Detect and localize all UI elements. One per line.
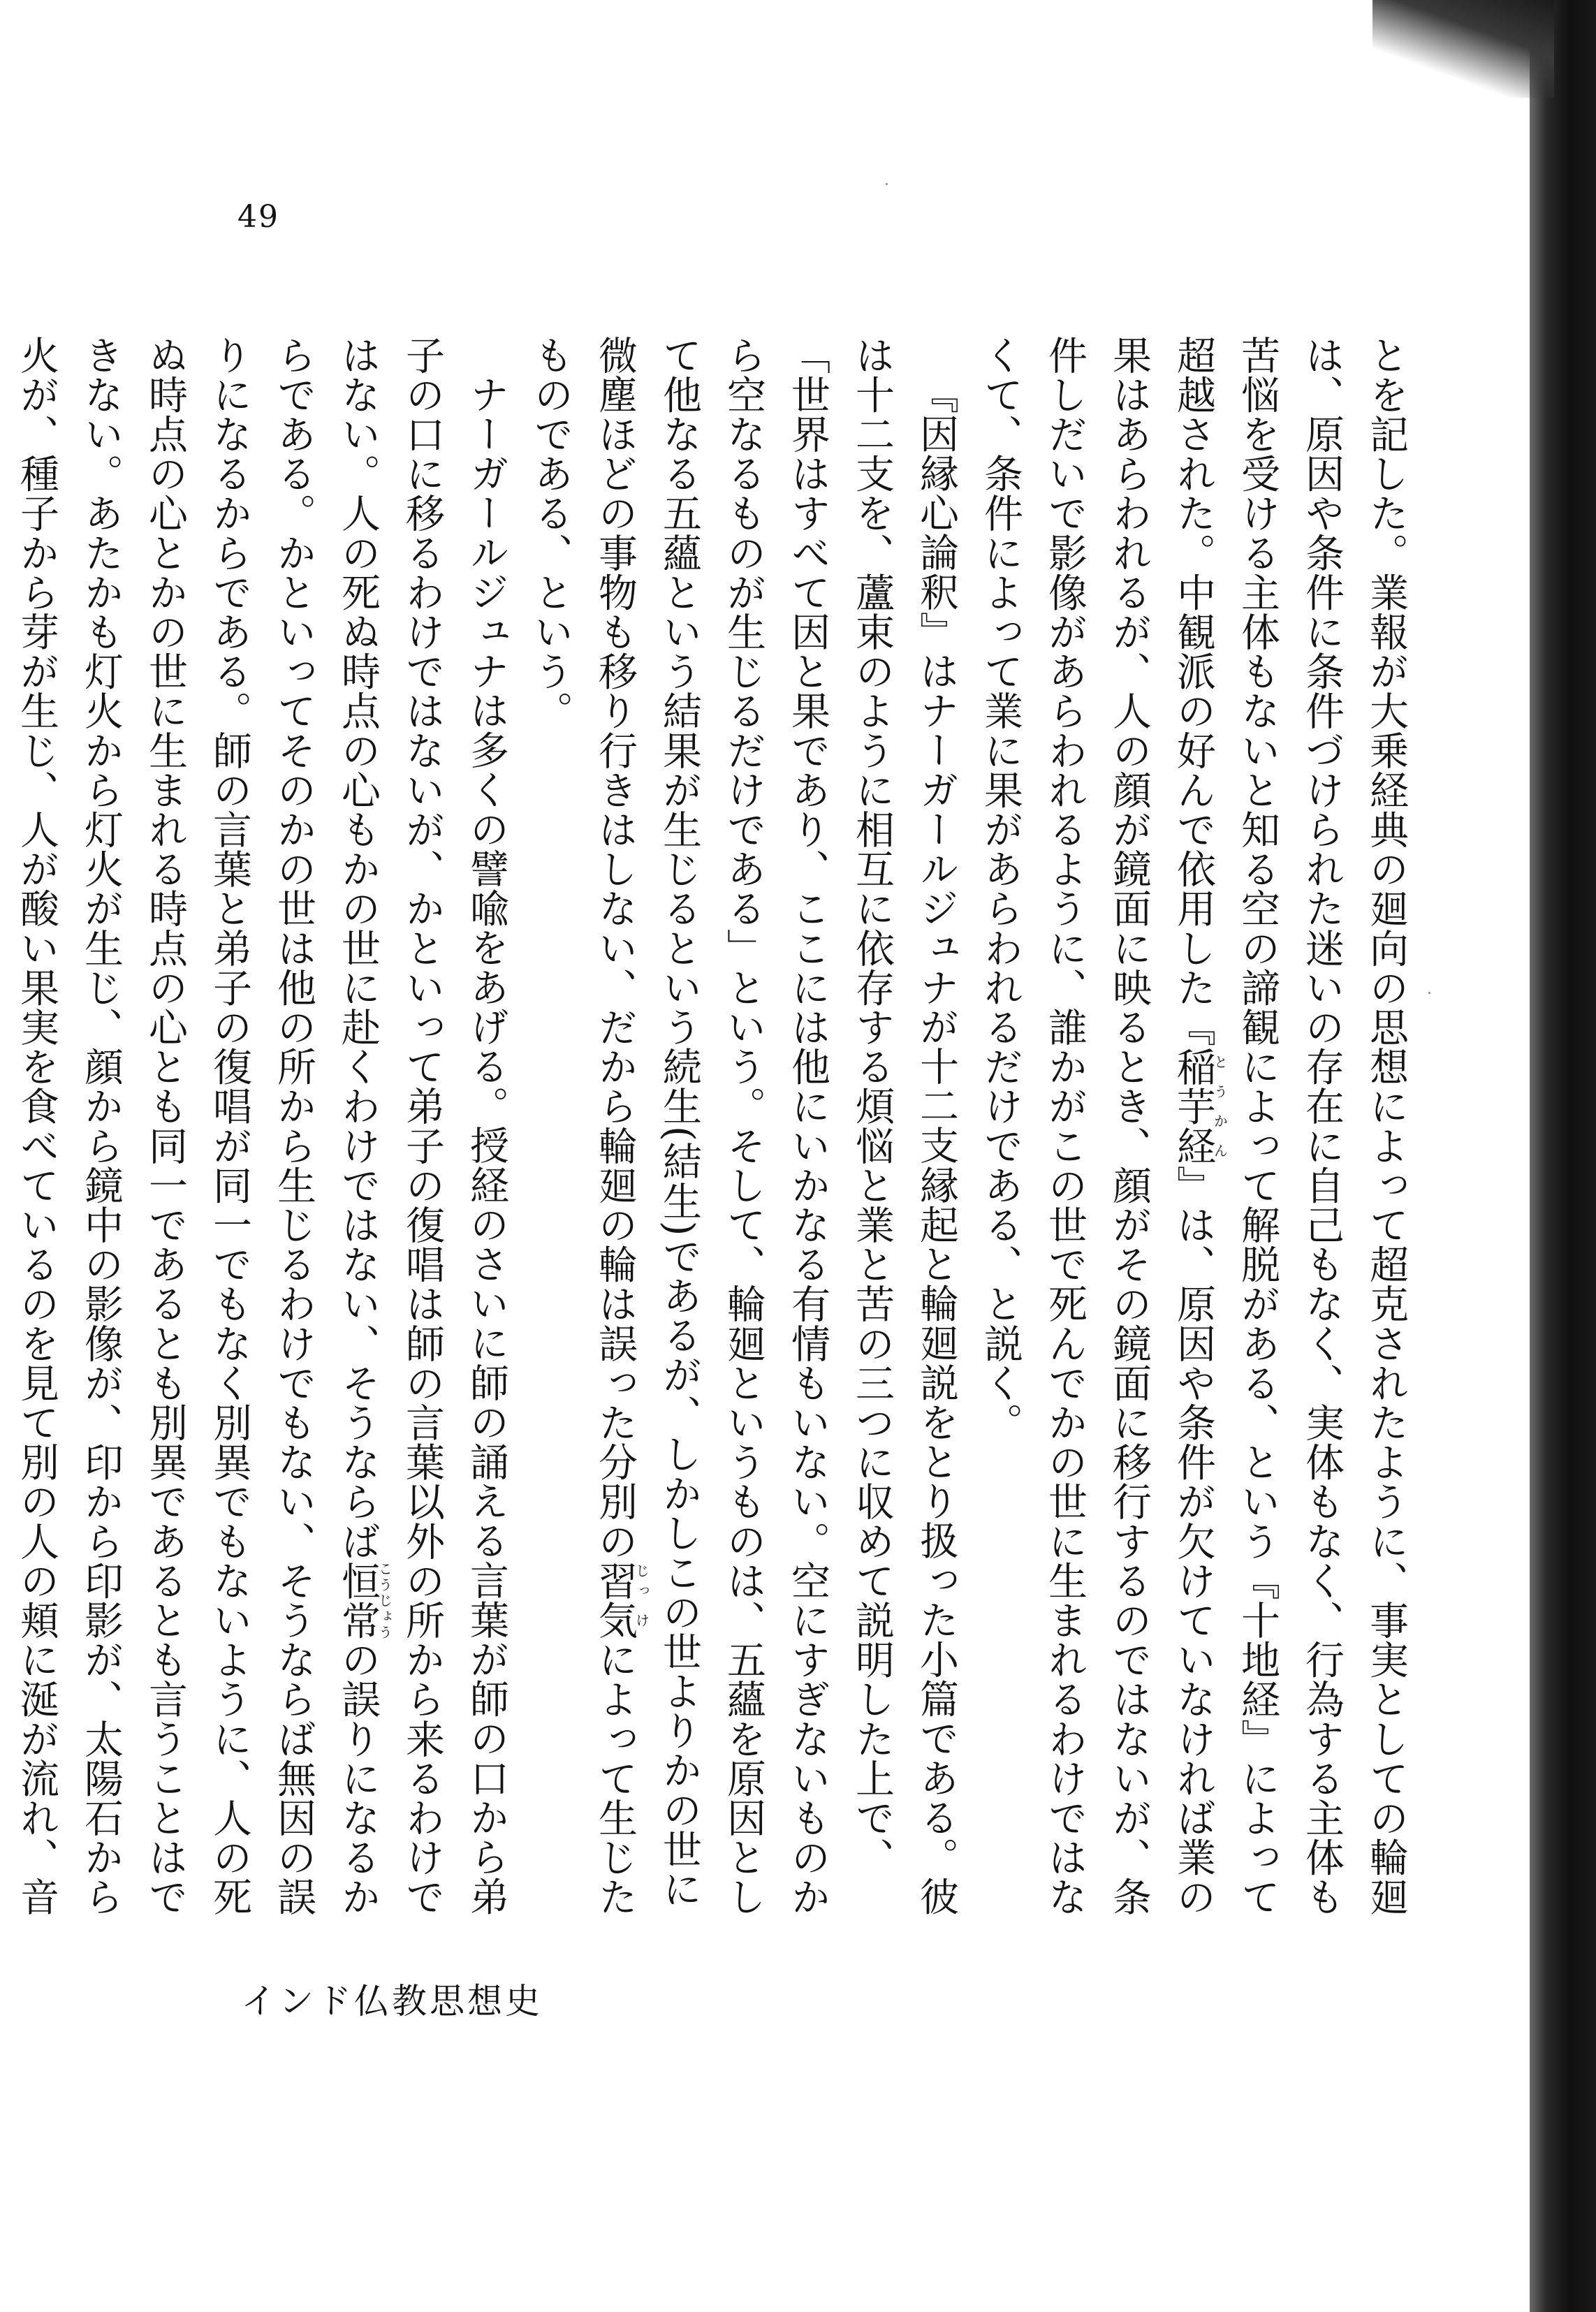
paragraph-1-text-a: とを記した。業報が大乗経典の廻向の思想によって超克されたように、事実としての輪廻は、原因や条件に条件づけられた迷いの存在に自己もなく、実体もなく、行為する主体も苦悩を受ける主体もないと知る空の諦観によって解脱がある、という『十地経』によって超越された。中観派の好んで依用した『 xyxy=(1171,335,1409,1917)
ruby-jukke-1-base: 習 xyxy=(592,1560,638,1601)
ruby-jukke-2-reading: け xyxy=(633,1600,650,1640)
ruby-toukan-reading: とうかん xyxy=(1211,1046,1229,1166)
ruby-jukke-2-base: 気 xyxy=(592,1600,638,1640)
paragraph-3-text-a: ナーガールジュナは多くの譬喩をあげる。授経のさいに師の誦える言葉が師の口から弟子の口に移るわけではないが、かといって弟子の復唱は師の言葉以外の所から来るわけではない。人の死ぬ時点の心もかの世に赴くわけではない、そうならば xyxy=(335,335,509,1917)
paragraph-1 xyxy=(968,335,1418,1921)
ruby-toukan xyxy=(1171,1046,1229,1166)
paragraph-3-text-b: の誤りになるからである。かといってそのかの世は他の所から生じるわけでもない、そうならば無因の誤りになるからである。師の言葉と弟子の復唱が同一でもなく別異でもないように、人の死ぬ時点の心とかの世に生まれる時点の心とも同一であるとも別異であるとも言うことはできない。あたかも灯火から灯火が生じ、顔から鏡中の影像が、印から印影が、太陽石から火が、種子から芽が生じ、人が酸い果実を食べているのを見て別の人の頬に涎が流れ、音 xyxy=(14,335,381,1917)
paragraph-2-text-a: 『因縁心論釈』はナーガールジュナが十二支縁起と輪廻説をとり扱った小篇である。彼は十二支を、蘆束のように相互に依存する煩悩と業と苦の三つに収めて説明した上で、「世界はすべて因と果であり、ここには他にいかなる有情もいない。空にすぎないものから空なるものが生じるだけである」という。そして、輪廻というものは、五蘊を原因として他なる五蘊という結果が生じるという続生(結生)であるが、しかしこの世よりかの世に微塵ほどの事物も移り行きはしない、だから輪廻の輪は誤った分別の xyxy=(592,335,959,1917)
ruby-koujou-reading: こうじょう xyxy=(376,1560,393,1640)
running-title: インド仏教思想史 xyxy=(241,1981,543,2021)
scan-binding-shadow xyxy=(1530,0,1596,2312)
ruby-jukke-1 xyxy=(592,1560,650,1601)
ruby-jukke-2 xyxy=(592,1600,650,1640)
paragraph-2 xyxy=(518,335,968,1921)
paragraph-1-text-b: 』は、原因や条件が欠けていなければ業の果はあらわれるが、人の顔が鏡面に映るとき、顔がその鏡面に移行するのではないが、条件しだいで影像があらわれるように、誰かがこの世で死んでかの世に生まれるわけではなくて、条件によって業に果があらわれるだけである、と説く。 xyxy=(978,335,1216,1917)
ruby-toukan-base: 稲芋経 xyxy=(1171,1046,1216,1166)
scan-speck xyxy=(1428,992,1430,994)
ruby-koujou xyxy=(335,1560,393,1640)
ruby-koujou-base: 恒常 xyxy=(335,1560,381,1640)
scan-corner-shadow xyxy=(1372,0,1554,98)
vertical-body-text xyxy=(14,335,1418,1921)
paragraph-3 xyxy=(0,335,518,1921)
scan-speck xyxy=(886,183,888,185)
paragraph-2-text-b: によって生じたものである、という。 xyxy=(528,335,638,1917)
ruby-jukke-1-reading: じっ xyxy=(633,1560,650,1601)
page-number: 49 xyxy=(237,199,279,235)
